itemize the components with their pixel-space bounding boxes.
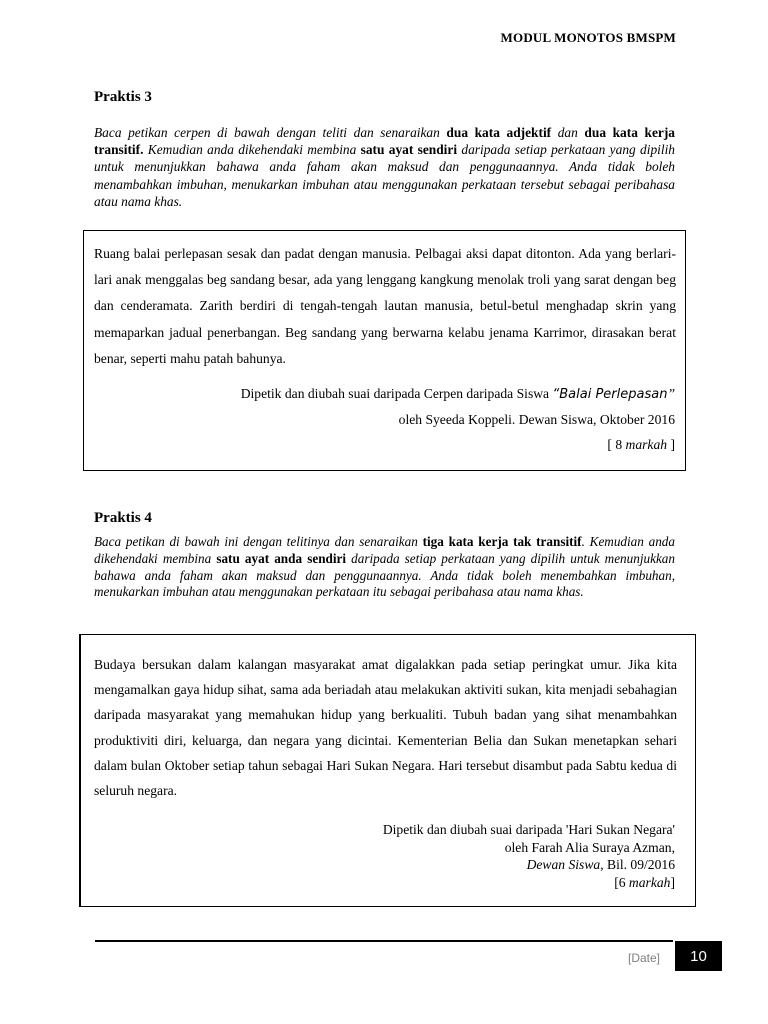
citation-line-1: Dipetik dan diubah suai daripada 'Hari Sukan Negara' xyxy=(382,822,675,837)
praktis-4-citation xyxy=(383,821,675,891)
citation-line-1 xyxy=(241,381,675,407)
marks-open: [6 xyxy=(614,874,629,890)
marks-label xyxy=(383,874,675,892)
instruction-bold: satu ayat sendiri xyxy=(360,142,458,158)
instruction-bold: tiga kata kerja tak transitif xyxy=(422,534,582,549)
praktis-3-citation xyxy=(241,381,675,457)
marks-close: ] xyxy=(667,437,675,452)
marks-word: markah xyxy=(625,437,668,452)
citation-line-2: oleh Farah Alia Suraya Azman, xyxy=(504,839,675,855)
instruction-bold: dua kata adjektif xyxy=(446,125,552,140)
footer-date: [Date] xyxy=(628,951,661,965)
magazine-name: Dewan Siswa xyxy=(526,857,601,873)
instruction-text: daripada setiap perkataan yang dipilih untuk menunjukkan bahawa anda faham akan maksud dan penggunaannya. Anda tidak boleh menembahkan imbuhan, menukarkan imbuhan atau menggunakan perkataan itu sebagai peribahasa atau nama khas. xyxy=(94,550,675,600)
praktis-3-passage: Ruang balai perlepasan sesak dan padat dengan manusia. Pelbagai aksi dapat ditonton. Ada yang berlari-lari anak menggalas beg sandang besar, ada yang lenggang kangkung menolak troli yang sarat dengan beg dan cenderamata. Zarith berdiri di tengah-tengah lautan manusia, betul-betul menghadap skrin yang memaparkan jadual penerbangan. Beg sandang yang berwarna kelabu jenama Karrimor, dirasakan berat benar, seperti mahu patah bahunya. xyxy=(94,246,676,366)
instruction-text: dan xyxy=(551,125,585,140)
citation-line-3 xyxy=(383,856,675,874)
citation-story-title: “Balai Perlepasan xyxy=(552,387,668,402)
praktis-3-instruction xyxy=(94,124,675,210)
marks-close: ] xyxy=(670,874,675,890)
instruction-text: . Kemudian anda dikehendaki membina xyxy=(94,534,675,566)
instruction-text: Baca petikan di bawah ini dengan telitinya dan senaraikan xyxy=(94,534,423,549)
citation-quote-close: ” xyxy=(667,386,675,401)
page-number: 10 xyxy=(675,941,722,971)
praktis-3-title: Praktis 3 xyxy=(94,89,152,105)
citation-line-2: oleh Syeeda Koppeli. Dewan Siswa, Oktober 2016 xyxy=(398,412,675,427)
issue-info: , Bil. 09/2016 xyxy=(600,857,675,873)
footer-divider xyxy=(95,940,673,942)
instruction-bold: dua kata kerja transitif. xyxy=(94,125,675,158)
praktis-4-instruction xyxy=(94,534,675,601)
instruction-text: Baca petikan cerpen di bawah dengan teliti dan senaraikan xyxy=(94,125,447,140)
module-title: MODUL MONOTOS BMSPM xyxy=(500,30,676,45)
praktis-4-passage-box xyxy=(79,634,696,907)
instruction-text: daripada setiap perkataan yang dipilih untuk menunjukkan bahawa anda faham akan maksud dan penggunaannya. Anda tidak boleh menambahkan imbuhan, menukarkan imbuhan atau menggunakan perkataan tersebut sebagai peribahasa atau nama khas. xyxy=(94,142,675,209)
praktis-4-title: Praktis 4 xyxy=(94,510,152,526)
instruction-text: Kemudian anda dikehendaki membina xyxy=(143,142,361,158)
marks-open: [ 8 xyxy=(607,437,626,452)
praktis-3-passage-box xyxy=(83,230,686,471)
instruction-bold: satu ayat anda sendiri xyxy=(216,550,347,566)
marks-word: markah xyxy=(628,874,671,890)
marks-label xyxy=(241,432,675,457)
praktis-4-passage: Budaya bersukan dalam kalangan masyarakat amat digalakkan pada setiap peringkat umur. Jika kita mengamalkan gaya hidup sihat, sama ada beriadah atau melakukan aktiviti sukan, kita menjadi sebahagian daripada masyarakat yang memahukan hidup yang berkualiti. Tubuh badan yang sihat menambahkan produktiviti diri, keluarga, dan negara yang dicintai. Kementerian Belia dan Sukan menetapkan sehari dalam bulan Oktober setiap tahun sebagai Hari Sukan Negara. Hari tersebut disambut pada Sabtu kedua di seluruh negara. xyxy=(94,657,677,799)
citation-prefix: Dipetik dan diubah suai daripada Cerpen daripada Siswa xyxy=(240,386,553,401)
